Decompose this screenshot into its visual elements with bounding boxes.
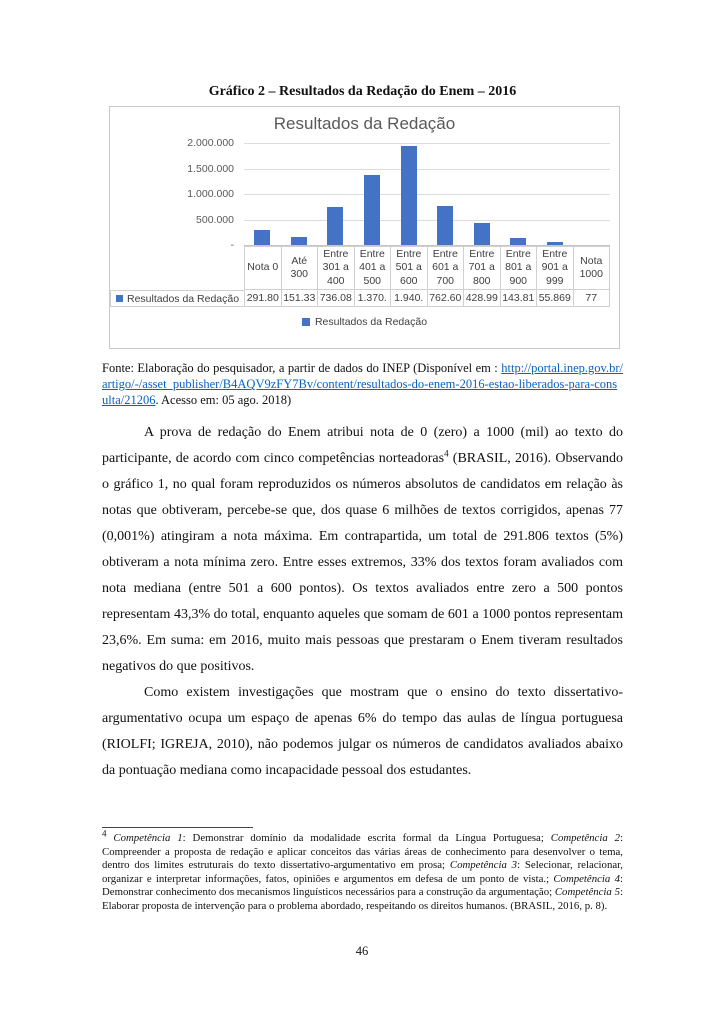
italic-text: Competência 1 (113, 832, 183, 844)
series-row-label (110, 290, 244, 307)
text-run: : Selecionar, relacionar, organizar e interpretar informações, fatos, opiniões e argumentos em defesa de um ponto de vista.; (102, 859, 623, 885)
page-content (102, 0, 623, 913)
bar (327, 207, 343, 245)
category-header-cell: Entre 901 a 999 (536, 246, 573, 290)
italic-text: Competência 2 (550, 832, 621, 844)
text-run: Como existem investigações que mostram que o ensino do texto dissertativo-argumentativo ocupa um espaço de apenas 6% do tempo das aulas de língua portuguesa (RIOLFI; IGREJA, 2010), não podemos julgar os números de candidatos avaliados abaixo da pontuação mediana como incapacidade pessoal dos estudantes. (102, 685, 623, 778)
y-axis-label: 500.000 (196, 213, 234, 226)
value-cell: 428.99 (463, 290, 500, 307)
value-cell: 77 (573, 290, 611, 307)
bar-column (427, 143, 464, 245)
bar-column (537, 143, 574, 245)
bar-column (281, 143, 318, 245)
category-header-cell: Nota 1000 (573, 246, 611, 290)
bar-column (464, 143, 501, 245)
page-number: 46 (355, 944, 369, 958)
footnote (102, 828, 624, 913)
text-run: : Elaborar proposta de intervenção para o problema abordado, respeitando os direitos humanos. (BRASIL, 2016, p. 8). (102, 886, 623, 912)
text-run: : Compreender a proposta de redação e aplicar conceitos das várias áreas de conhecimento para desenvolver o tema, dentro dos limites estruturais do texto dissertativo-argumentativo em prosa; (102, 832, 624, 871)
value-cell: 762.60 (427, 290, 464, 307)
category-header-cell: Entre 401 a 500 (354, 246, 391, 290)
value-cell: 151.33 (281, 290, 318, 307)
body-text (102, 420, 623, 784)
y-axis-label: 1.500.000 (187, 162, 234, 175)
bar (510, 238, 526, 245)
category-header-cell: Entre 301 a 400 (317, 246, 354, 290)
paragraph (102, 420, 623, 680)
source-link[interactable]: http://portal.inep.gov.br/artigo/-/asset_publisher/B4AQV9zFY7Bv/content/resultados-do-enem-2016-estao-liberados-para-consulta/21206 (102, 361, 623, 407)
chart-plot-region (110, 137, 610, 251)
legend-swatch-icon (302, 318, 310, 326)
y-axis-label: 2.000.000 (187, 137, 234, 149)
y-axis (110, 137, 244, 251)
bar (401, 146, 417, 245)
italic-text: Competência 4 (553, 872, 620, 885)
text-run: A prova de redação do Enem atribui nota de 0 (zero) a 1000 (mil) ao texto do participante, de acordo com cinco competências norteadoras (102, 425, 623, 466)
italic-text: Competência 5 (554, 886, 620, 898)
value-cell: 1.370. (354, 290, 391, 307)
category-header-row (110, 246, 610, 290)
plot-area (244, 143, 610, 246)
bar (474, 223, 490, 245)
legend-label: Resultados da Redação (314, 316, 428, 328)
table-gutter (110, 246, 244, 290)
category-header-cell: Até 300 (281, 246, 318, 290)
footnote-marker: 4 (444, 448, 449, 459)
value-cell: 736.08 (317, 290, 354, 307)
value-cell: 143.81 (500, 290, 537, 307)
value-cell: 291.80 (244, 290, 281, 307)
text-run: : Demonstrar domínio da modalidade escrita formal da Língua Portuguesa; (182, 832, 551, 844)
bar (364, 175, 380, 245)
text-run: : Demonstrar conhecimento dos mecanismos linguísticos necessários para a construção da argumentação; (102, 872, 623, 898)
bar (291, 237, 307, 245)
bar (547, 242, 563, 245)
bar-column (354, 143, 391, 245)
bar-column (573, 143, 610, 245)
footnote-separator (102, 827, 253, 828)
value-row (110, 290, 610, 307)
y-axis-label: 1.000.000 (187, 188, 234, 200)
paragraph (102, 680, 623, 784)
category-header-cell: Entre 501 a 600 (390, 246, 427, 290)
bars (244, 143, 610, 245)
bar-column (390, 143, 427, 245)
series-swatch-icon (116, 295, 123, 302)
category-header-cell: Entre 701 a 800 (463, 246, 500, 290)
bar-column (244, 143, 281, 245)
bar-column (317, 143, 354, 245)
value-cell: 1.940. (390, 290, 427, 307)
source-note (102, 360, 623, 408)
text-run: Fonte: Elaboração do pesquisador, a partir de dados do INEP (Disponível em : (102, 361, 502, 375)
category-header-cell: Nota 0 (244, 246, 281, 290)
bar-column (500, 143, 537, 245)
italic-text: Competência 3 (449, 859, 518, 871)
y-axis-label: - (230, 239, 234, 251)
text-run: (BRASIL, 2016). Observando o gráfico 1, no qual foram reproduzidos os números absolutos de candidatos em relação às notas que obtiveram, percebe-se que, dos quase 6 milhões de textos corrigidos, apenas 77 (0,001%) atingiram a nota máxima. Em contrapartida, um total de 291.806 textos (5%) obtiveram a nota mínima zero. Entre esses extremos, 33% dos textos foram avaliados com nota mediana (entre 501 a 600 pontos). Os textos avaliados entre zero a 500 pontos representam 43,3% do total, enquanto aqueles que somam de 601 a 1000 pontos representam 23,6%. Em suma: em 2016, muito mais pessoas que prestaram o Enem tiveram resultados negativos do que positivos. (102, 451, 623, 674)
series-row-label-text: Resultados da Redação (127, 292, 240, 305)
bar (254, 230, 270, 245)
chart-legend (110, 316, 619, 328)
chart (109, 106, 620, 349)
text-run: . Acesso em: 05 ago. 2018) (155, 393, 292, 407)
value-cell: 55.869 (536, 290, 573, 307)
category-header-cell: Entre 801 a 900 (500, 246, 537, 290)
category-header-cell: Entre 601 a 700 (427, 246, 464, 290)
footnote-marker: 4 (102, 828, 107, 839)
chart-title: Resultados da Redação (273, 114, 456, 133)
figure-caption: Gráfico 2 – Resultados da Redação do Enem – 2016 (208, 84, 517, 99)
bar (437, 206, 453, 245)
